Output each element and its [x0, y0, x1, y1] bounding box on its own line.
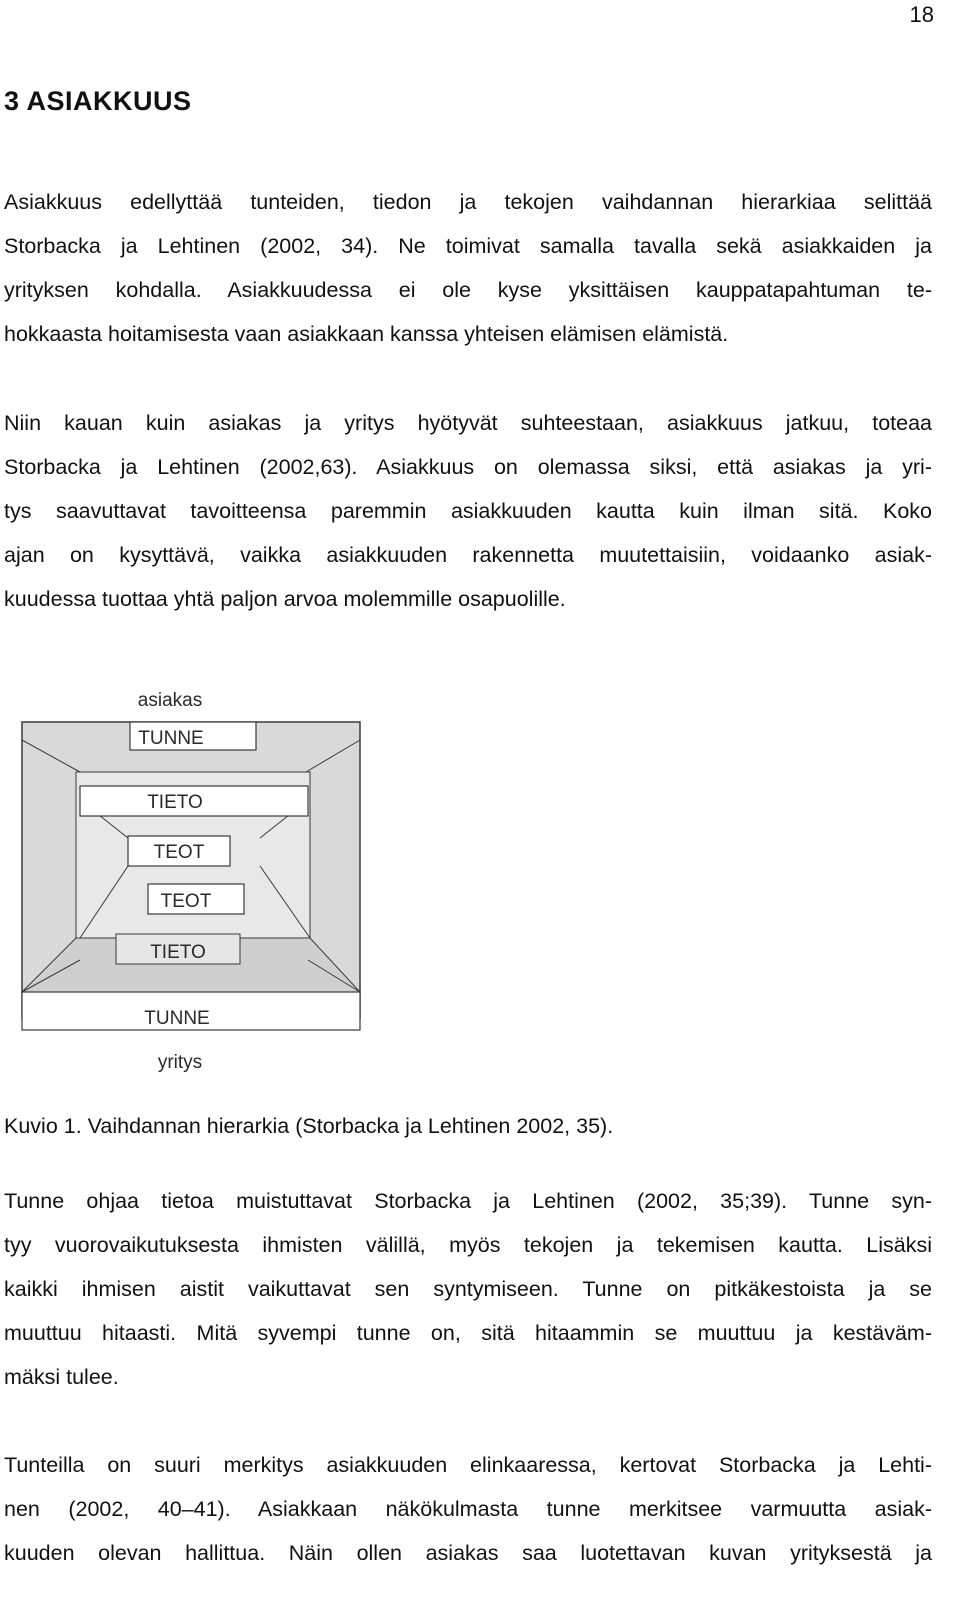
- paragraph-line: Niin kauan kuin asiakas ja yritys hyötyvät suhteestaan, asiakkuus jatkuu, toteaa: [4, 411, 932, 435]
- exchange-hierarchy-diagram: [20, 670, 366, 1094]
- paragraph-line: tyy vuorovaikutuksesta ihmisten välillä, myös tekojen ja tekemisen kautta. Lisäksi: [4, 1233, 932, 1257]
- paragraph-line: muuttuu hitaasti. Mitä syvempi tunne on, sitä hitaammin se muuttuu ja kestäväm-: [4, 1321, 932, 1345]
- level-label-tunne-top: TUNNE: [138, 728, 204, 749]
- paragraph-line: yrityksen kohdalla. Asiakkuudessa ei ole kyse yksittäisen kauppatapahtuman te-: [4, 278, 932, 302]
- paragraph-line: Storbacka ja Lehtinen (2002, 34). Ne toimivat samalla tavalla sekä asiakkaiden ja: [4, 234, 932, 258]
- paragraph-line: mäksi tulee.: [4, 1365, 119, 1389]
- paragraph-line: Tunteilla on suuri merkitys asiakkuuden elinkaaressa, kertovat Storbacka ja Lehti-: [4, 1453, 932, 1477]
- exchange-hierarchy-figure: [20, 670, 366, 1094]
- paragraph-line: ajan on kysyttävä, vaikka asiakkuuden rakennetta muutettaisiin, voidaanko asiak-: [4, 543, 932, 567]
- figure-caption: Kuvio 1. Vaihdannan hierarkia (Storbacka ja Lehtinen 2002, 35).: [4, 1114, 614, 1138]
- level-label-tunne-bottom: TUNNE: [144, 1008, 210, 1029]
- label-yritys: yritys: [157, 1052, 203, 1073]
- paragraph-line: hokkaasta hoitamisesta vaan asiakkaan kanssa yhteisen elämisen elämistä.: [4, 322, 729, 346]
- level-label-teot-bottom: TEOT: [160, 891, 212, 912]
- paragraph-line: kuudessa tuottaa yhtä paljon arvoa molemmille osapuolille.: [4, 587, 566, 611]
- paragraph-4: [4, 1443, 932, 1575]
- paragraph-2: [4, 401, 932, 621]
- page-number: 18: [909, 2, 934, 27]
- label-asiakas: asiakas: [137, 690, 203, 711]
- paragraph-line: Tunne ohjaa tietoa muistuttavat Storbacka ja Lehtinen (2002, 35;39). Tunne syn-: [4, 1189, 932, 1213]
- chapter-title: 3 ASIAKKUUS: [4, 86, 192, 116]
- level-label-teot-top: TEOT: [153, 842, 205, 863]
- paragraph-line: kuuden olevan hallittua. Näin ollen asiakas saa luotettavan kuvan yrityksestä ja: [4, 1541, 932, 1565]
- paragraph-line: tys saavuttavat tavoitteensa paremmin asiakkuuden kautta kuin ilman sitä. Koko: [4, 499, 932, 523]
- paragraph-1: [4, 180, 932, 356]
- paragraph-line: Asiakkuus edellyttää tunteiden, tiedon ja tekojen vaihdannan hierarkiaa selittää: [4, 190, 932, 214]
- paragraph-line: Storbacka ja Lehtinen (2002,63). Asiakkuus on olemassa siksi, että asiakas ja yri-: [4, 455, 932, 479]
- paragraph-line: nen (2002, 40–41). Asiakkaan näkökulmasta tunne merkitsee varmuutta asiak-: [4, 1497, 932, 1521]
- level-label-tieto-top: TIETO: [147, 792, 203, 813]
- level-label-tieto-bottom: TIETO: [150, 942, 206, 963]
- paragraph-3: [4, 1179, 932, 1399]
- paragraph-line: kaikki ihmisen aistit vaikuttavat sen syntymiseen. Tunne on pitkäkestoista ja se: [4, 1277, 932, 1301]
